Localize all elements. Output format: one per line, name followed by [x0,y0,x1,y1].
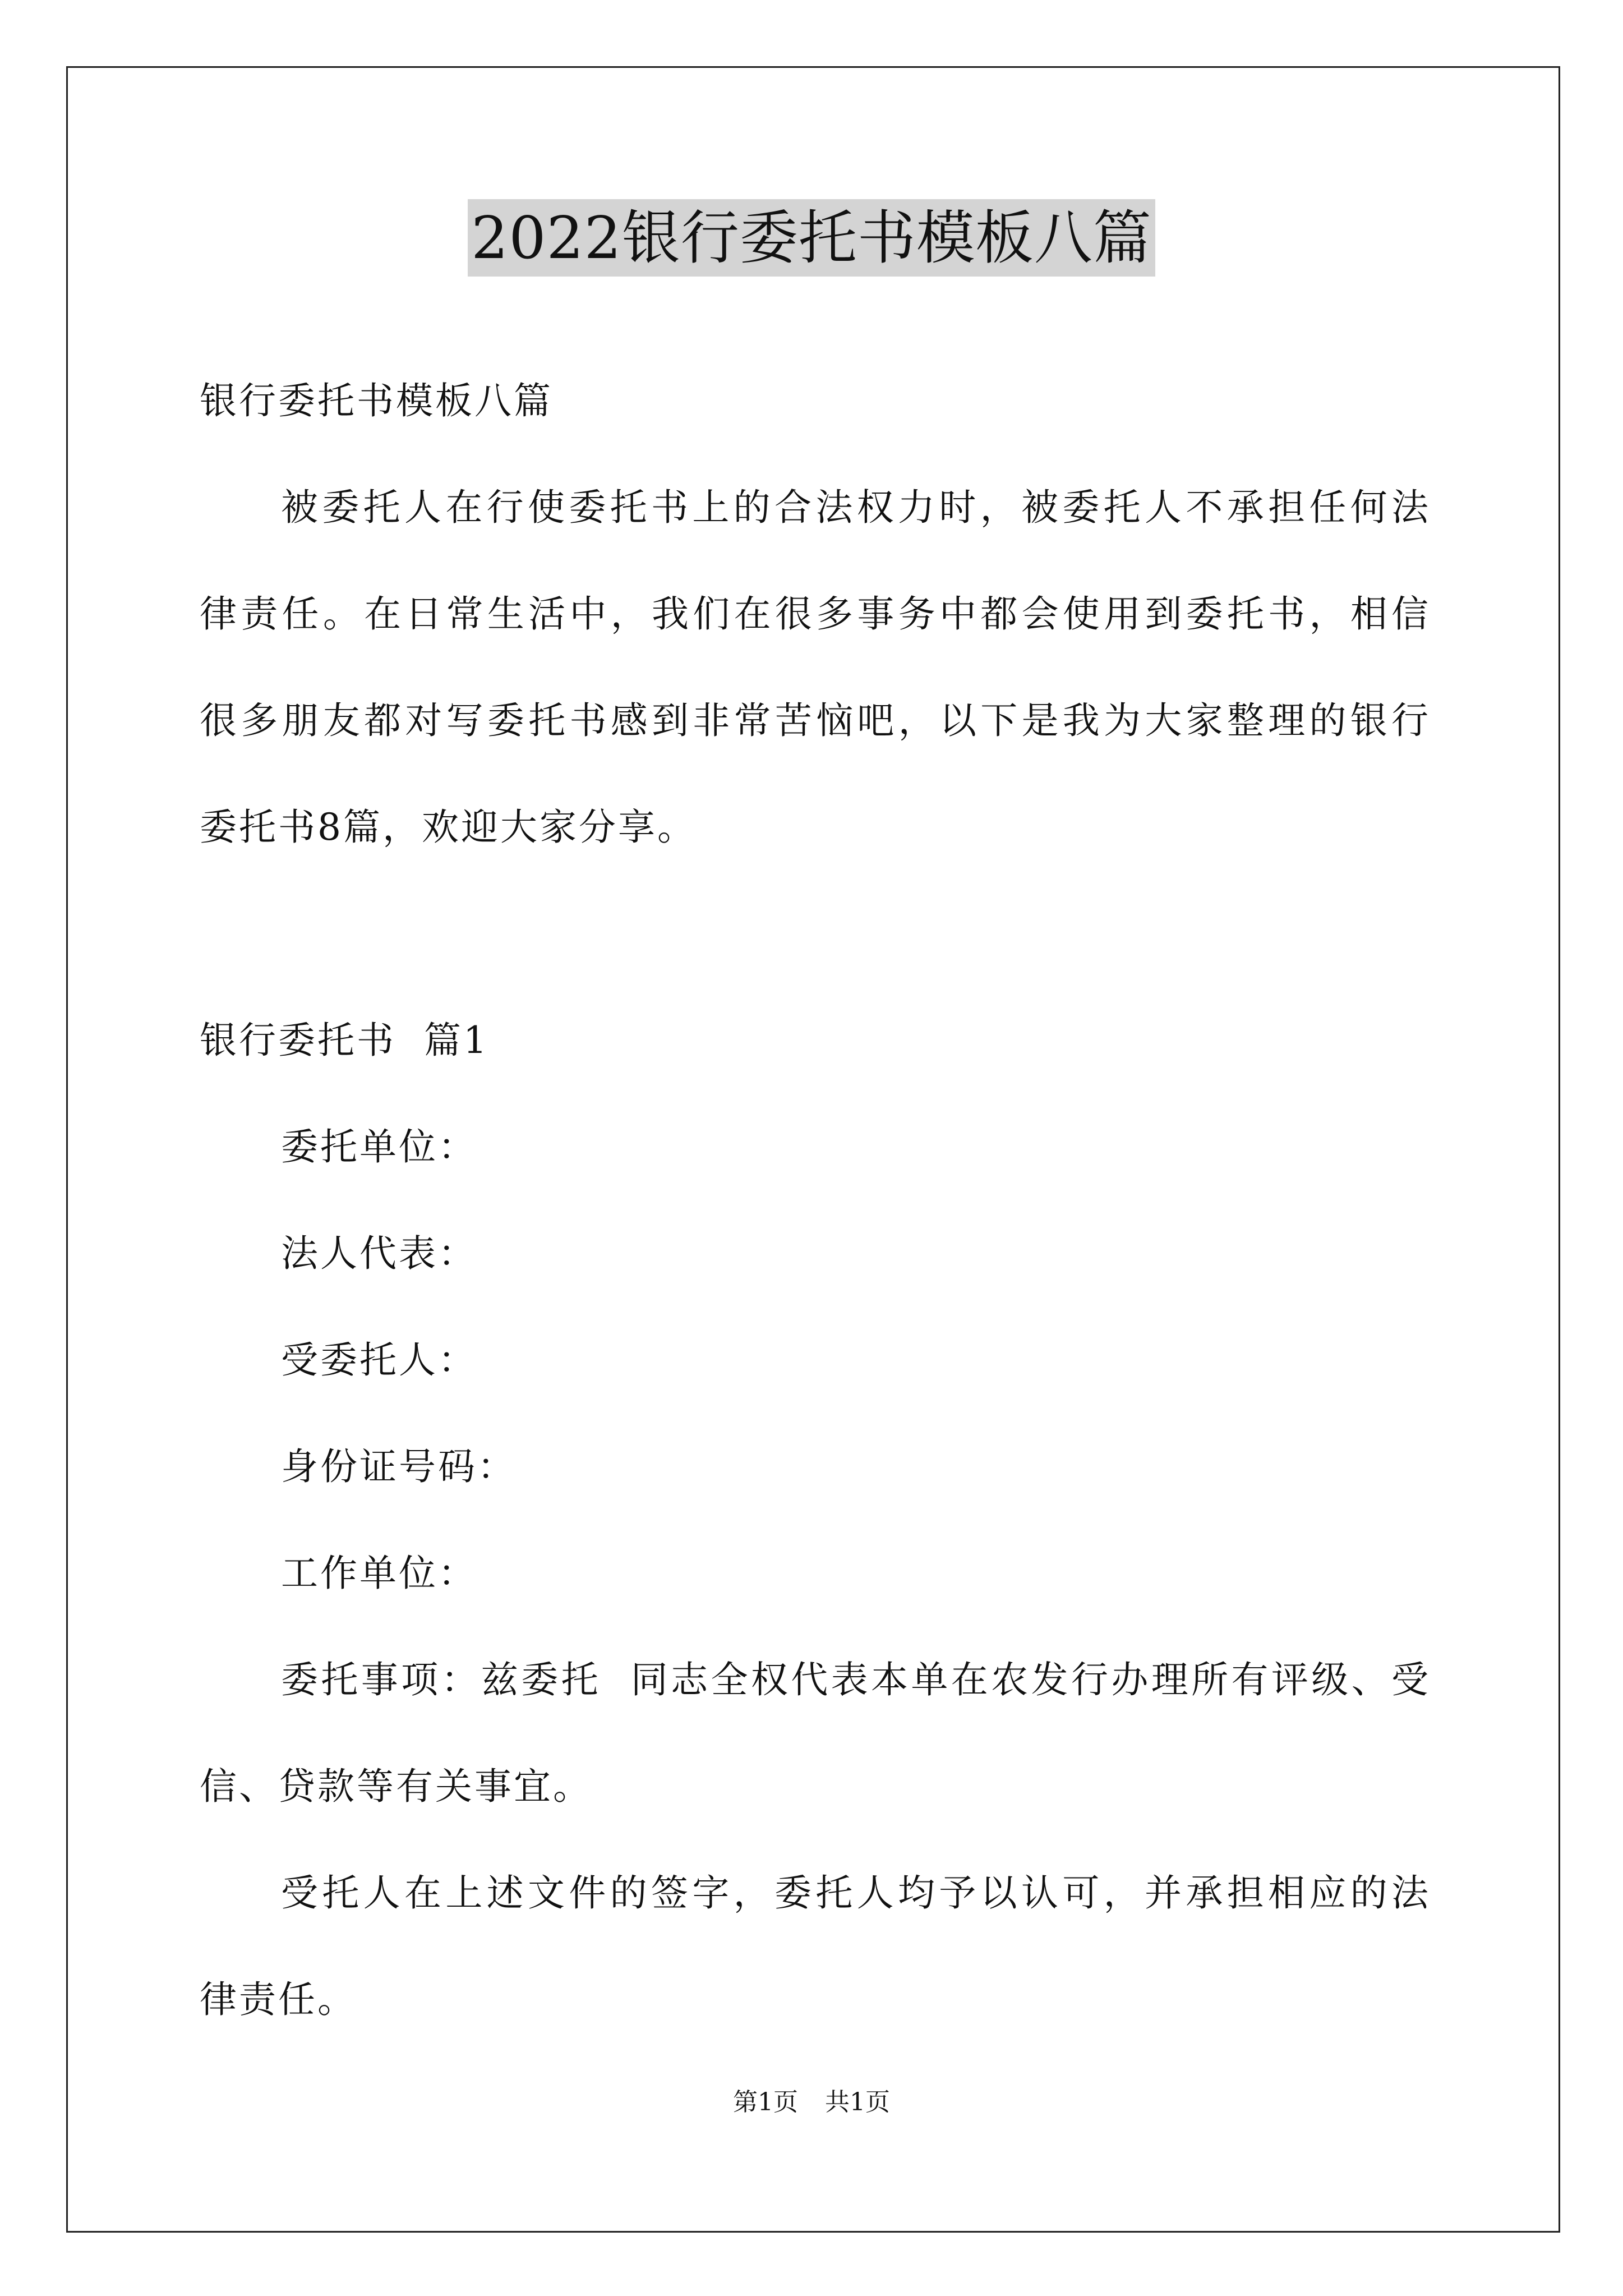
spacer [200,881,1431,987]
document-subtitle: 银行委托书模板八篇 [200,379,553,422]
intro-line-2: 律责任。在日常生活中，我们在很多事务中都会使用到委托书，相信 [200,592,1431,636]
liability-line-2: 律责任。 [200,1978,357,2021]
field-entrusting-unit: 委托单位： [281,1125,477,1168]
intro-line-3: 很多朋友都对写委托书感到非常苦恼吧，以下是我为大家整理的银行 [200,699,1431,742]
matter-line-2: 信、贷款等有关事宜。 [200,1765,592,1808]
liability-line-1: 受托人在上述文件的签字，委托人均予以认可，并承担相应的法 [281,1871,1431,1915]
title-container [0,199,1623,277]
intro-line-4: 委托书8篇，欢迎大家分享。 [200,806,697,849]
page-footer [0,2086,1623,2119]
intro-line-1: 被委托人在行使委托书上的合法权力时，被委托人不承担任何法 [281,486,1431,529]
page-total: 共1页 [825,2088,890,2116]
field-work-unit: 工作单位： [281,1552,477,1595]
document-title: 2022银行委托书模板八篇 [468,199,1155,277]
page-number: 第1页 [733,2088,798,2116]
field-legal-rep: 法人代表： [281,1232,477,1275]
document-body [200,348,1431,2053]
field-trustee: 受委托人： [281,1338,477,1382]
field-id-number: 身份证号码： [281,1445,517,1488]
matter-line-1: 委托事项：兹委托 同志全权代表本单在农发行办理所有评级、受 [281,1658,1431,1701]
section-heading: 银行委托书 篇1 [200,1019,489,1062]
